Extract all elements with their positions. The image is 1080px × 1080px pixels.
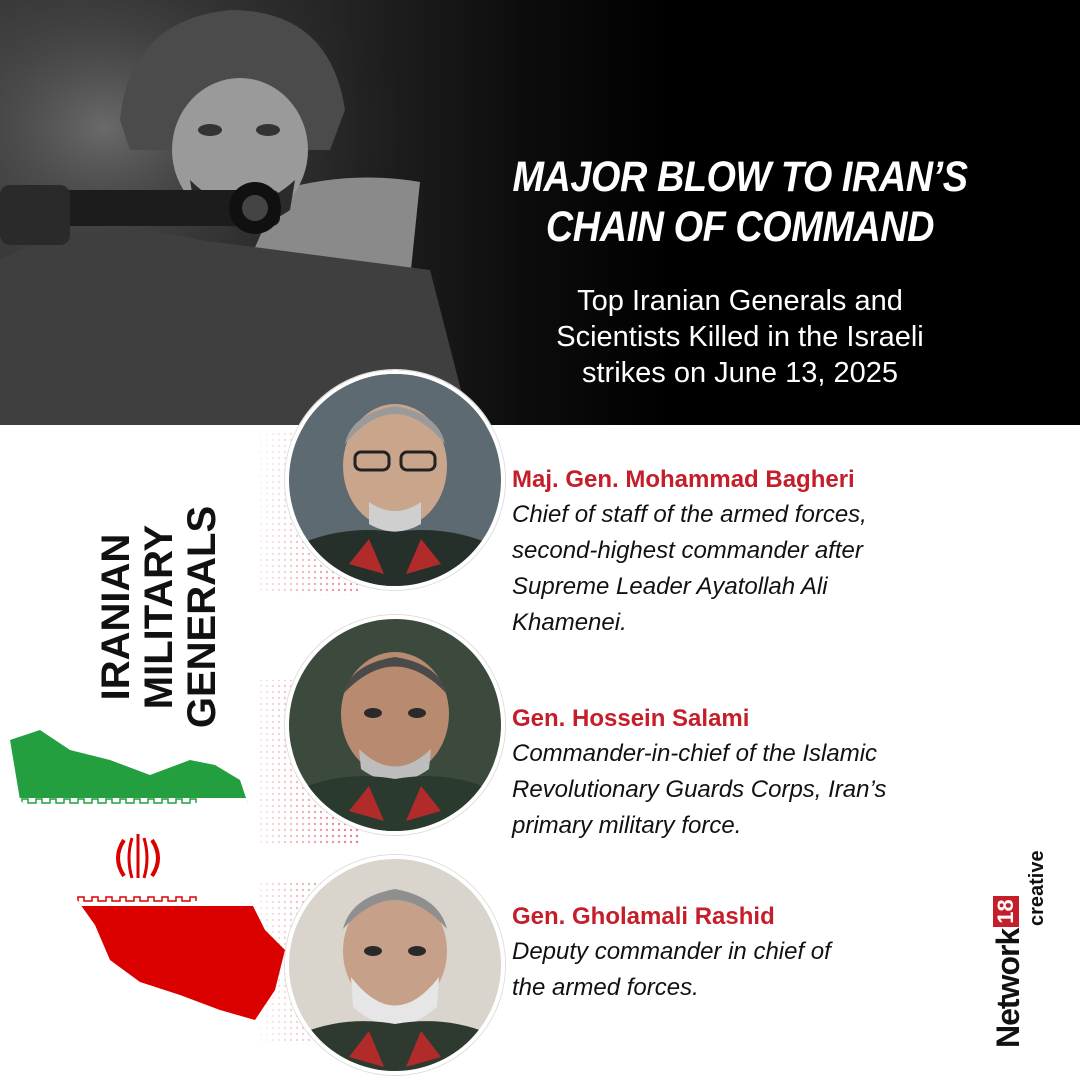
logo-creative-text: creative xyxy=(1026,850,1048,926)
hero-photo xyxy=(0,0,1080,425)
section-title-line-3: GENERALS xyxy=(180,505,224,729)
general-name: Gen. Gholamali Rashid xyxy=(512,903,775,930)
general-desc-line: Supreme Leader Ayatollah Ali xyxy=(512,573,828,600)
portrait-salami xyxy=(285,615,505,835)
general-entry-2 xyxy=(512,704,992,844)
subhead-line-2: Scientists Killed in the Israeli xyxy=(556,321,924,353)
subheadline xyxy=(460,283,1020,391)
logo-network-text: Network xyxy=(990,928,1026,1048)
headline xyxy=(476,152,1004,252)
general-name: Maj. Gen. Mohammad Bagheri xyxy=(512,466,855,493)
portrait-rashid xyxy=(285,855,505,1075)
section-title-line-2: MILITARY xyxy=(137,524,181,710)
general-entry-1 xyxy=(512,465,992,641)
headline-line-2: CHAIN OF COMMAND xyxy=(545,203,935,251)
general-desc-line: second-highest commander after xyxy=(512,537,863,564)
general-entry-3 xyxy=(512,902,992,1006)
subhead-line-3: strikes on June 13, 2025 xyxy=(582,357,898,389)
general-desc-line: Commander-in-chief of the Islamic xyxy=(512,740,878,767)
general-desc-line: Chief of staff of the armed forces, xyxy=(512,501,867,528)
general-desc-line: Khamenei. xyxy=(512,609,627,636)
section-title xyxy=(95,492,235,742)
network18-logo xyxy=(990,850,1050,1048)
subhead-line-1: Top Iranian Generals and xyxy=(577,285,903,317)
general-desc-line: the armed forces. xyxy=(512,974,699,1001)
section-title-line-1: IRANIAN xyxy=(94,533,138,701)
general-name: Gen. Hossein Salami xyxy=(512,705,750,732)
logo-18-badge: 18 xyxy=(993,896,1019,926)
iran-flag-map xyxy=(0,720,290,1060)
general-desc-line: Revolutionary Guards Corps, Iran’s xyxy=(512,776,887,803)
general-desc-line: Deputy commander in chief of xyxy=(512,938,831,965)
general-desc-line: primary military force. xyxy=(512,812,742,839)
headline-line-1: MAJOR BLOW TO IRAN’S xyxy=(512,153,968,201)
portrait-bagheri xyxy=(285,370,505,590)
